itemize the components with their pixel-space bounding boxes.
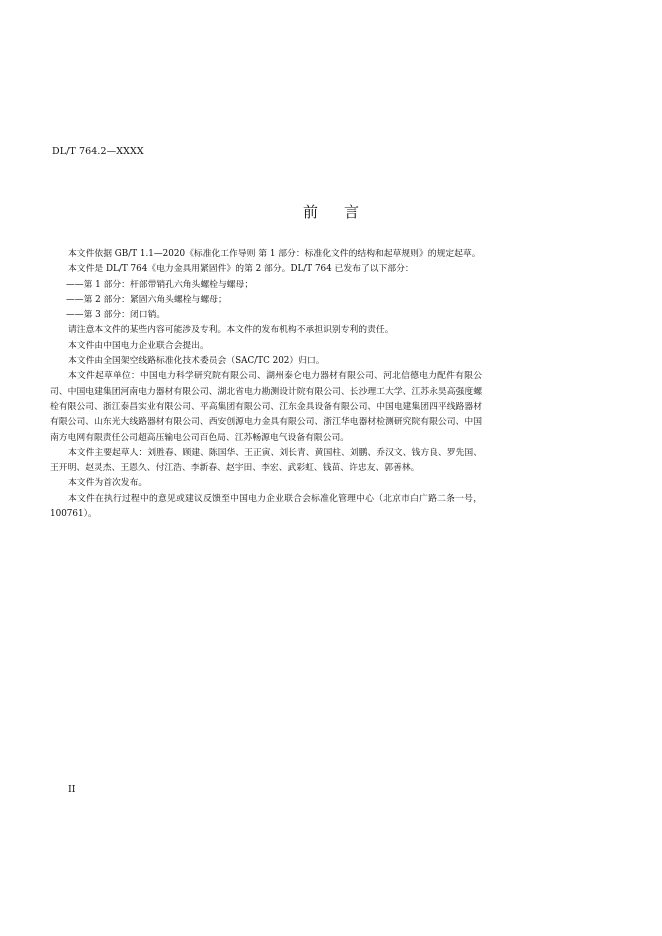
section-title [0, 201, 662, 222]
section-title-char-2: 言 [344, 203, 360, 221]
document-id-header: DL/T 764.2—XXXX [52, 146, 144, 157]
paragraph-drafting-units: 本文件起草单位：中国电力科学研究院有限公司、湖州泰仑电力器材有限公司、河北信德电力配件有限公司、中国电建集团河南电力器材有限公司、湖北省电力勘测设计院有限公司、长沙理工大学、江苏永昊高强度螺栓有限公司、浙江泰昌实业有限公司、平高集团有限公司、江东金具设备有限公司、中国电建集团四平线路器材有限公司、山东光大线路器材有限公司、西安创源电力金具有限公司、浙江华电器材检测研究院有限公司、中国南方电网有限责任公司超高压输电公司百色局、江苏畅源电气设备有限公司。 [50, 371, 482, 443]
paragraph-feedback: 本文件在执行过程中的意见或建议反馈至中国电力企业联合会标准化管理中心（北京市白广路二条一号，100761）。 [50, 493, 482, 520]
paragraph-basis: 本文件依据 GB/T 1.1—2020《标准化工作导则 第 1 部分：标准化文件的结构和起草规则》的规定起草。 [68, 249, 481, 259]
list-item-part-3: ——第 3 部分：闭口销。 [66, 310, 166, 321]
list-item-part-1: ——第 1 部分：杆部带销孔六角头螺栓与螺母； [66, 279, 254, 290]
paragraph-administered-by: 本文件由全国架空线路标准化技术委员会（SAC/TC 202）归口。 [68, 356, 325, 367]
page-number: II [68, 784, 76, 795]
list-item-part-2: ——第 2 部分：紧固六角头螺栓与螺母； [66, 294, 227, 305]
foreword-body [50, 247, 482, 522]
section-title-char-1: 前 [302, 203, 318, 221]
paragraph-drafters: 本文件主要起草人：刘胜春、顾建、陈国华、王正寅、刘长青、黄国柱、刘鹏、乔汉文、钱方良、罗先国、王开明、赵灵杰、王恩久、付江浩、李新春、赵宇田、李宏、武彩虹、钱苗、许忠友、郭善林。 [50, 447, 482, 474]
paragraph-first-release: 本文件为首次发布。 [68, 478, 148, 489]
paragraph-proposed-by: 本文件由中国电力企业联合会提出。 [68, 340, 209, 351]
paragraph-part-of-series: 本文件是 DL/T 764《电力金具用紧固件》的第 2 部分。DL/T 764 已发布了以下部分： [68, 264, 414, 275]
paragraph-patent-notice: 请注意本文件的某些内容可能涉及专利。本文件的发布机构不承担识别专利的责任。 [68, 325, 394, 336]
